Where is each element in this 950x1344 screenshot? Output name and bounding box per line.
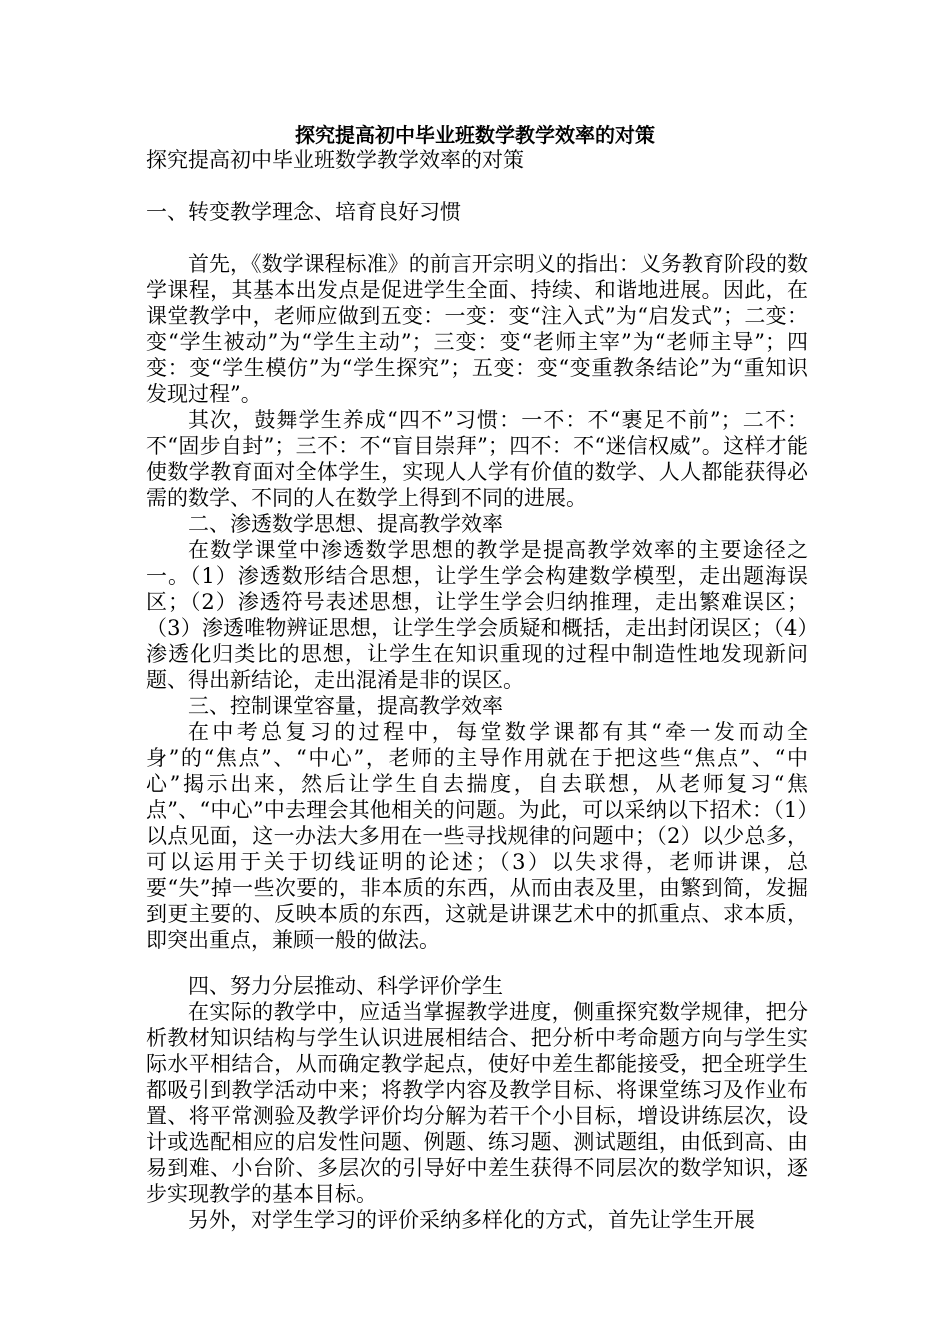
section-2-heading: 二、渗透数学思想、提高教学效率 [188,512,503,536]
section-4-heading: 四、努力分层推动、科学评价学生 [188,974,503,998]
document-subtitle: 探究提高初中毕业班数学教学效率的对策 [146,148,524,172]
section-3-heading: 三、控制课堂容量，提高教学效率 [188,694,503,718]
section-4-paragraph-1: 在实际的教学中，应适当掌握教学进度，侧重探究数学规律，把分析教材知识结构与学生认识进展相结合、把分析中考命题方向与学生实际水平相结合，从而确定教学起点，使好中差生都能接受，把全班学生都吸引到教学活动中来；将教学内容及教学目标、将课堂练习及作业布置、将平常测验及教学评价均分解为若干个小目标，增设讲练层次，设计或选配相应的启发性问题、例题、练习题、测试题组，由低到高、由易到难、小台阶、多层次的引导好中差生获得不同层次的数学知识，逐步实现教学的基本目标。 [146,1000,808,1206]
section-1-heading: 一、转变教学理念、培育良好习惯 [146,200,461,224]
spacer [146,953,808,973]
document-title: 探究提高初中毕业班数学教学效率的对策 [295,123,655,147]
section-4-paragraph-2: 另外，对学生学习的评价采纳多样化的方式，首先让学生开展 [188,1208,755,1232]
spacer [146,225,808,251]
document-body [146,147,808,1233]
section-1-paragraph-2: 其次，鼓舞学生养成“四不”习惯：一不：不“裹足不前”；二不：不“固步自封”；三不：不“盲目崇拜”；四不：不“迷信权威”。这样才能使数学教育面对全体学生，实现人人学有价值的数学、人人都能获得必需的数学、不同的人在数学上得到不同的进展。 [146,408,808,510]
spacer [146,173,808,199]
section-1-paragraph-1: 首先，《数学课程标准》的前言开宗明义的指出：义务教育阶段的数学课程，其基本出发点是促进学生全面、持续、和谐地进展。因此，在课堂教学中，老师应做到五变：一变：变“注入式”为“启发式”；二变：变“学生被动”为“学生主动”；三变：变“老师主宰”为“老师主导”；四变：变“学生模仿”为“学生探究”；五变：变“变重教条结论”为“重知识发现过程”。 [146,252,808,406]
section-3-paragraph-1: 在中考总复习的过程中，每堂数学课都有其“牵一发而动全身”的“焦点”、“中心”，老师的主导作用就在于把这些“焦点”、“中心”揭示出来，然后让学生自去揣度，自去联想，从老师复习“焦点”、“中心”中去理会其他相关的问题。为此，可以采纳以下招术：（1）以点见面，这一办法大多用在一些寻找规律的问题中；（2）以少总多，可以运用于关于切线证明的论述；（3）以失求得，老师讲课，总要“失”掉一些次要的，非本质的东西，从而由表及里，由繁到简，发掘到更主要的、反映本质的东西，这就是讲课艺术中的抓重点、求本质，即突出重点，兼顾一般的做法。 [146,720,808,952]
section-2-paragraph-1: 在数学课堂中渗透数学思想的教学是提高教学效率的主要途径之一。（1）渗透数形结合思想，让学生学会构建数学模型，走出题海误区；（2）渗透符号表述思想，让学生学会归纳推理，走出繁难误区；（3）渗透唯物辨证思想，让学生学会质疑和概括，走出封闭误区；（4）渗透化归类比的思想，让学生在知识重现的过程中制造性地发现新问题、得出新结论，走出混淆是非的误区。 [146,538,808,692]
